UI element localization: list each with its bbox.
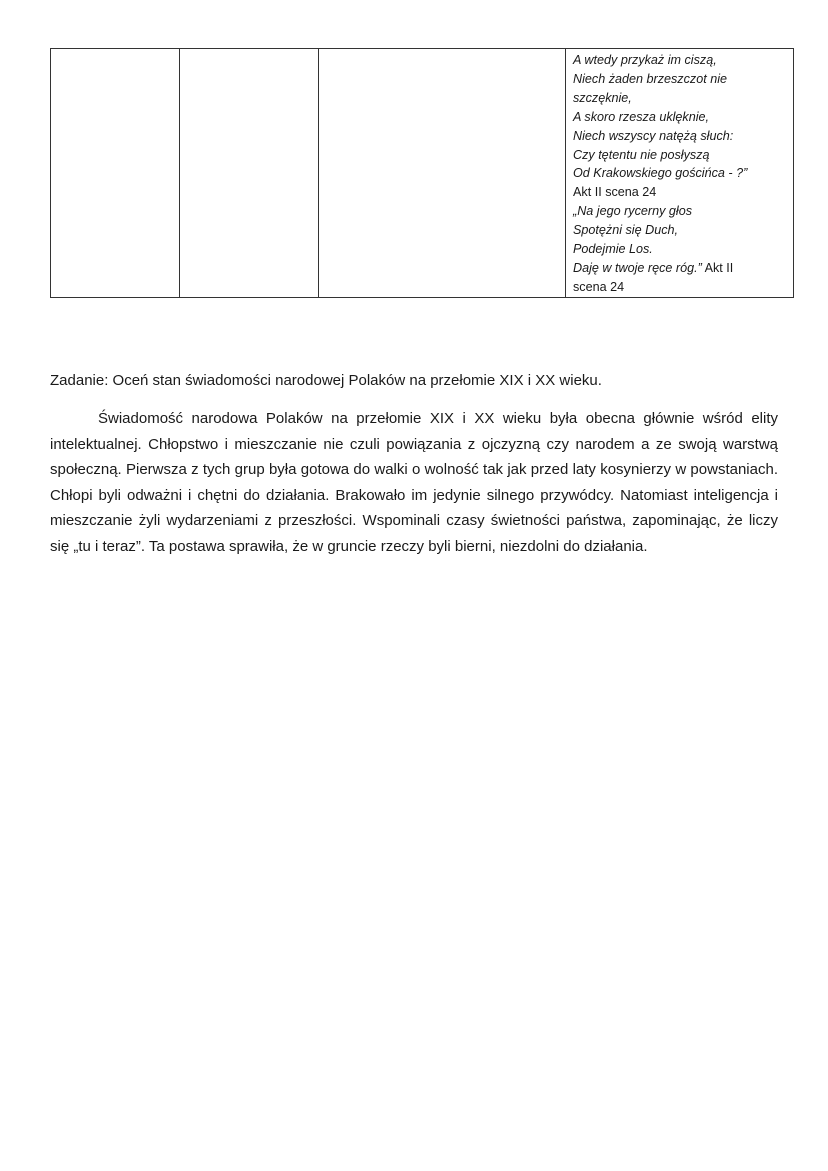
quote-source: Akt II — [701, 260, 734, 275]
quote-line: Czy tętentu nie posłyszą — [573, 147, 710, 162]
quote-line: A wtedy przykaż im ciszą, — [573, 53, 717, 67]
quote-line: A skoro rzesza uklęknie, — [573, 109, 710, 124]
quote-source: Akt II scena 24 — [573, 185, 657, 200]
table-row — [51, 49, 794, 298]
quote-source: scena 24 — [573, 279, 625, 294]
table-cell-quote — [566, 49, 794, 298]
quotes-table — [50, 48, 794, 298]
task-prompt: Zadanie: Oceń stan świadomości narodowej Polaków na przełomie XIX i XX wieku. — [50, 372, 602, 389]
quote-line: Spotężni się Duch, — [573, 223, 679, 238]
quote-line: Niech żaden brzeszczot nie — [573, 71, 728, 86]
quote-line-mixed — [573, 259, 787, 278]
quote-line: Niech wszyscy natężą słuch: — [573, 128, 734, 143]
quote-line: „Na jego rycerny głos — [573, 204, 692, 219]
table-cell-empty-3 — [319, 49, 566, 298]
quote-line: szczęknie, — [573, 90, 632, 105]
table-cell-empty-2 — [180, 49, 319, 298]
quote-line: Podejmie Los. — [573, 242, 653, 257]
table-cell-empty-1 — [51, 49, 180, 298]
quote-line: Od Krakowskiego gościńca - ?” — [573, 166, 748, 181]
essay-paragraph: Świadomość narodowa Polaków na przełomie XIX i XX wieku była obecna głównie wśród elity intelektualnej. Chłopstwo i mieszczanie nie czuli powiązania z ojczyzną czy narodem a ze swoją warstwą społeczną. Pierwsza z tych grup była gotowa do walki o wolność tak jak przed laty kosynierzy w powstaniach. Chłopi byli odważni i chętni do działania. Brakowało im jedynie silnego przywódcy. Natomiast inteligencja i mieszczanie żyli wydarzeniami z przeszłości. Wspominali czasy świetności państwa, zapominając, że liczy się „tu i teraz”. Ta postawa sprawiła, że w gruncie rzeczy byli bierni, niezdolni do działania. — [50, 410, 778, 555]
quote-line: Daję w twoje ręce róg.” — [573, 260, 702, 275]
